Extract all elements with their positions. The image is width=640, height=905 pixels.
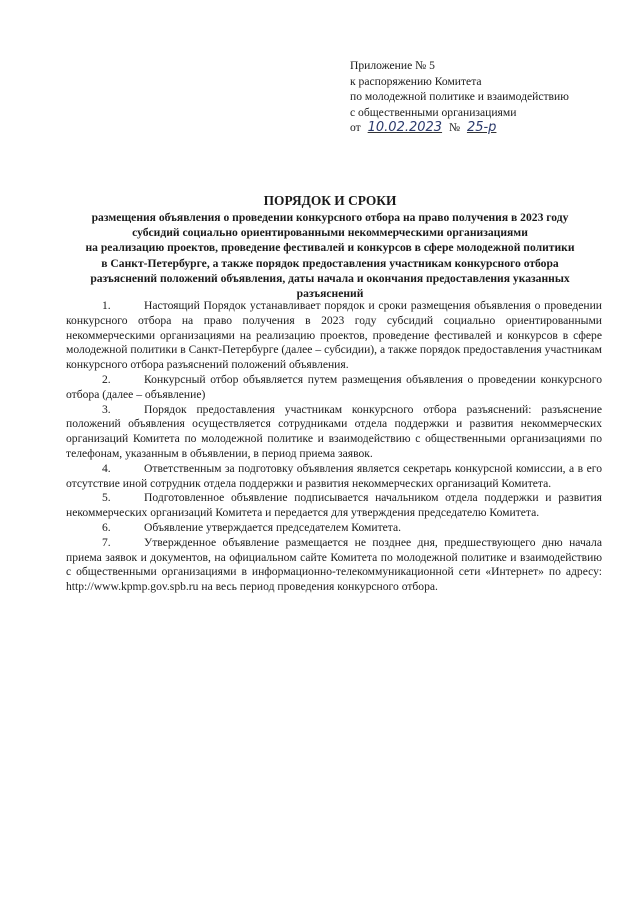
paragraph [66, 403, 602, 462]
paragraph [66, 521, 602, 536]
paragraph-text: Утвержденное объявление размещается не позднее дня, предшествующего дню начала приема заявок и документов, на официальном сайте Комитета по молодежной политике и взаимодействию с общественными организациями в информационно-телекоммуникационной сети «Интернет» по адресу: http://www.kpmp.gov.spb.ru на весь период проведения конкурсного отбора. [66, 535, 602, 594]
appendix-header [350, 58, 620, 136]
appendix-line-4: с общественными организациями [350, 105, 517, 119]
paragraph-text: Настоящий Порядок устанавливает порядок и сроки размещения объявления о проведении конкурсного отбора на право получения в 2023 году субсидий социально ориентированными некоммерческими организациями на реализацию проектов, проведение фестивалей и конкурсов в сфере молодежной политики в Санкт-Петербурге (далее – субсидии), а также порядок предоставления участникам конкурсного отбора разъяснений положений объявления. [66, 299, 602, 372]
paragraph-number: 5. [102, 491, 111, 505]
paragraph-number: 7. [102, 535, 111, 549]
paragraph [66, 373, 602, 403]
handwritten-date: 10.02.2023 [367, 120, 443, 136]
paragraph-text: Ответственным за подготовку объявления является секретарь конкурсной комиссии, а в его отсутствие иной сотрудник отдела поддержки и развития некоммерческих организаций Комитета. [66, 461, 602, 490]
paragraph [66, 462, 602, 492]
appendix-line-3: по молодежной политике и взаимодействию [350, 90, 569, 104]
title-line: разъяснений [296, 287, 364, 301]
date-prefix: от [350, 121, 361, 135]
document-title [60, 193, 600, 301]
paragraph [66, 536, 602, 595]
title-heading: ПОРЯДОК И СРОКИ [263, 193, 397, 208]
title-line: на реализацию проектов, проведение фестивалей и конкурсов в сфере молодежной политики [85, 241, 575, 255]
document-body [66, 299, 602, 595]
title-line: субсидий социально ориентированными некоммерческими организациями [132, 226, 528, 240]
appendix-date-line [350, 120, 620, 136]
appendix-line-1: Приложение № 5 [350, 59, 435, 72]
paragraph-text: Конкурсный отбор объявляется путем размещения объявления о проведении конкурсного отбора (далее – объявление) [66, 372, 602, 401]
paragraph-text: Объявление утверждается председателем Комитета. [144, 520, 402, 534]
paragraph-number: 3. [102, 402, 111, 416]
title-line: размещения объявления о проведении конкурсного отбора на право получения в 2023 году [91, 211, 569, 224]
title-line: разъяснений положений объявления, даты начала и окончания предоставления указанных [90, 271, 570, 285]
paragraph-number: 4. [102, 461, 111, 475]
paragraph-number: 2. [102, 372, 111, 386]
paragraph-text: Подготовленное объявление подписывается начальником отдела поддержки и развития некоммерческих организаций Комитета и передается для утверждения председателю Комитета. [66, 491, 602, 520]
paragraph-text: Порядок предоставления участникам конкурсного отбора разъяснений: разъяснение положений объявления осуществляется сотрудниками отдела поддержки и развития некоммерческих организаций Комитета по молодежной политике и взаимодействию с общественными организациями по телефонам, указанным в объявлении, в период приема заявок. [66, 402, 602, 460]
handwritten-number: 25-р [466, 120, 497, 136]
appendix-line-2: к распоряжению Комитета [350, 74, 482, 88]
paragraph [66, 491, 602, 521]
title-line: в Санкт-Петербурге, а также порядок предоставления участникам конкурсного отбора [101, 256, 559, 270]
paragraph-number: 1. [102, 299, 111, 312]
paragraph-number: 6. [102, 520, 111, 534]
paragraph [66, 299, 602, 373]
number-prefix: № [448, 121, 461, 135]
